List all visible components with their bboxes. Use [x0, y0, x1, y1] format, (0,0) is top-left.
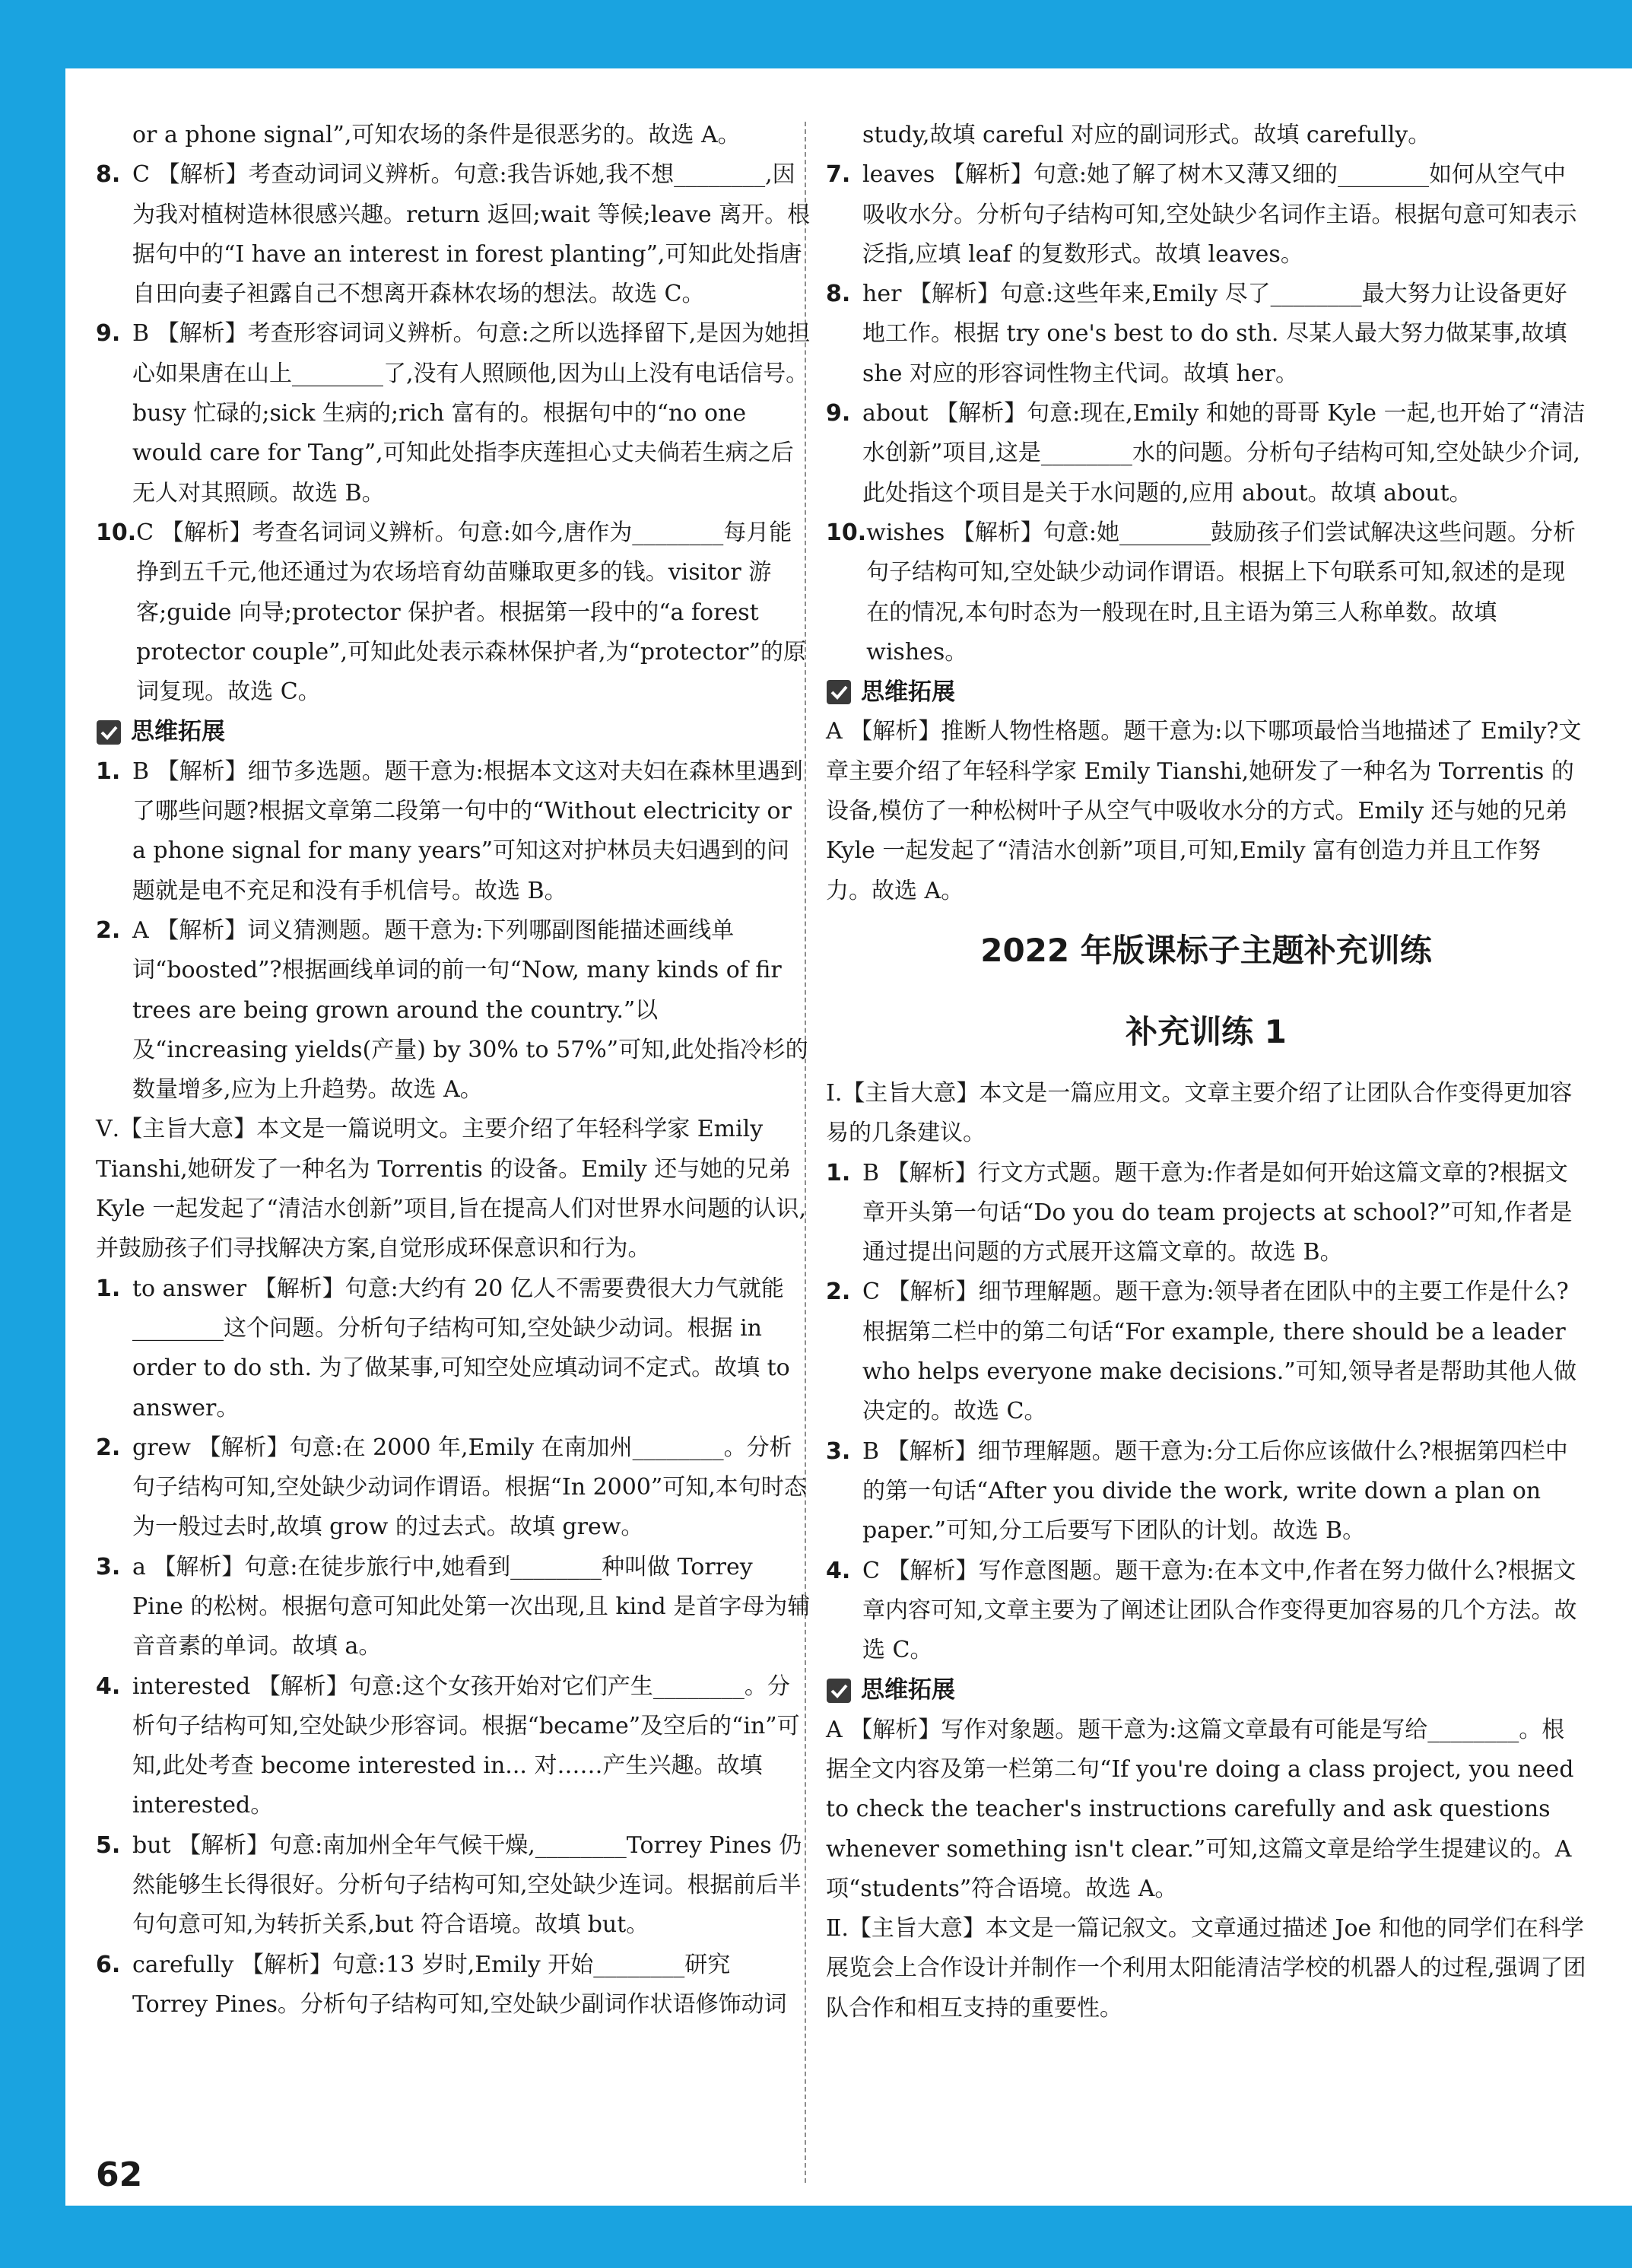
item-number: 9.: [826, 400, 851, 427]
item-text: C 【解析】考查动词词义辨析。句意:我告诉她,我不想________,因为我对植树造林很感兴趣。return 返回;wait 等候;leave 离开。根据句中的“I have an interest in forest planting”,可知此处指唐自田向妻子袒露自己不想离开森林农场的想法。故选 C。: [132, 161, 811, 308]
item-text: B 【解析】细节多选题。题干意为:根据本文这对夫妇在森林里遇到了哪些问题?根据文章第二段第一句中的“Without electricity or a phone signal for many years”可知这对护林员夫妇遇到的问题就是电不充足和没有手机信号。故选 B。: [132, 758, 803, 904]
item-number: 4.: [826, 1557, 851, 1584]
item-text: A 【解析】词义猜测题。题干意为:下列哪副图能描述画线单词“boosted”?根据画线单词的前一句“Now, many kinds of fir trees are being grown around the country.”以及“increasing yields(产量) by 30% to 57%”可知,此处指冷杉的数量增多,应为上升趋势。故选 A。: [132, 916, 808, 1104]
item-text: B 【解析】细节理解题。题干意为:分工后你应该做什么?根据第四栏中的第一句话“After you divide the work, write down a plan on paper.”可知,分工后要写下团队的计划。故选 B。: [862, 1437, 1568, 1545]
section-heading-label: 思维拓展: [131, 718, 225, 746]
item-number: 2.: [96, 916, 121, 944]
answer-item-10: [96, 513, 811, 712]
item-text: her 【解析】句意:这些年来,Emily 尽了________最大努力让设备更好地工作。根据 try one's best to do sth. 尽某人最大努力做某事,故填 she 对应的形容词性物主代词。故填 her。: [862, 281, 1567, 387]
answer-item-v2: [96, 1428, 811, 1548]
answer-paragraph: A 【解析】推断人物性格题。题干意为:以下哪项最恰当地描述了 Emily?文章主要介绍了年轻科学家 Emily Tianshi,她研发了一种名为 Torrentis 的设备,模仿了一种松树叶子从空气中吸收水分的方式。Emily 还与她的兄弟 Kyle 一起发起了“清洁水创新”项目,可知,Emily 富有创造力并且工作努力。故选 A。: [826, 718, 1582, 904]
document-page: [65, 68, 1632, 2206]
page-number: 62: [96, 2155, 143, 2194]
check-box-icon: [826, 1678, 852, 1704]
item-number: 1.: [826, 1159, 851, 1186]
item-text: about 【解析】句意:现在,Emily 和她的哥哥 Kyle 一起,也开始了“清洁水创新”项目,这是________水的问题。分析句子结构可知,空处缺少介词,此处指这个项目是关于水问题的,应用 about。故填 about。: [862, 400, 1586, 507]
item-number: 2.: [96, 1434, 121, 1461]
item-number: 10.: [826, 519, 867, 546]
item-number: 1.: [96, 1275, 121, 1302]
item-number: 10.: [96, 519, 137, 546]
item-number: 3.: [826, 1437, 851, 1465]
main-idea-paragraph: Ⅱ.【主旨大意】本文是一篇记叙文。文章通过描述 Joe 和他的同学们在科学展览会上合作设计并制作一个利用太阳能清洁学校的机器人的过程,强调了团队合作和相互支持的重要性。: [826, 1915, 1586, 2022]
paragraph: study,故填 careful 对应的副词形式。故填 carefully。: [862, 122, 1431, 148]
item-number: 3.: [96, 1553, 121, 1580]
answer-item-r8: [826, 275, 1586, 394]
answer-item-s4: [826, 1552, 1586, 1671]
answer-item-t2: [96, 911, 811, 1110]
item-number: 2.: [826, 1279, 851, 1306]
item-text: C 【解析】写作意图题。题干意为:在本文中,作者在努力做什么?根据文章内容可知,文章主要为了阐述让团队合作变得更加容易的几个方法。故选 C。: [862, 1557, 1577, 1664]
answer-item-r9: [826, 394, 1586, 513]
check-box-icon: [96, 719, 122, 745]
item-text: leaves 【解析】句意:她了解了树木又薄又细的________如何从空气中吸收水分。分析句子结构可知,空处缺少名词作主语。根据句意可知表示泛指,应填 leaf 的复数形式。故填 leaves。: [862, 161, 1577, 268]
answer-item-v5: [96, 1826, 811, 1946]
section-heading-label: 思维拓展: [861, 678, 955, 707]
main-idea-paragraph: Ⅰ.【主旨大意】本文是一篇应用文。文章主要介绍了让团队合作变得更加容易的几条建议。: [826, 1079, 1573, 1147]
answer-item-s2: [826, 1272, 1586, 1431]
item-text: interested 【解析】句意:这个女孩开始对它们产生________。分析句子结构可知,空处缺少形容词。根据“became”及空后的“in”可知,此处考查 become interested in... 对……产生兴趣。故填 interested。: [132, 1672, 800, 1819]
paragraph: or a phone signal”,可知农场的条件是很恶劣的。故选 A。: [132, 122, 741, 148]
item-number: 4.: [96, 1672, 121, 1700]
item-text: carefully 【解析】句意:13 岁时,Emily 开始________研究 Torrey Pines。分析句子结构可知,空处缺少副词作状语修饰动词: [132, 1951, 787, 2018]
item-number: 5.: [96, 1831, 121, 1859]
item-text: grew 【解析】句意:在 2000 年,Emily 在南加州________。分析句子结构可知,空处缺少动词作谓语。根据“In 2000”可知,本句时态为一般过去时,故填 grow 的过去式。故填 grew。: [132, 1434, 807, 1541]
right-column: [826, 116, 1586, 2028]
item-number: 8.: [96, 161, 121, 189]
answer-item-r7: [826, 155, 1586, 275]
item-text: to answer 【解析】句意:大约有 20 亿人不需要费很大力气就能________这个问题。分析句子结构可知,空处缺少动词。根据 in order to do sth. 为了做某事,可知空处应填动词不定式。故填 to answer。: [132, 1275, 790, 1421]
left-column: [96, 116, 811, 2025]
answer-item-v4: [96, 1667, 811, 1826]
main-idea-paragraph: Ⅴ.【主旨大意】本文是一篇说明文。主要介绍了年轻科学家 Emily Tianshi,她研发了一种名为 Torrentis 的设备。Emily 还与她的兄弟 Kyle 一起发起了“清洁水创新”项目,旨在提高人们对世界水问题的认识,并鼓励孩子们寻找解决方案,自觉形成环保意识和行为。: [96, 1116, 807, 1263]
answer-item-t1: [96, 752, 811, 911]
check-box-icon: [826, 679, 852, 705]
section-heading-label: 思维拓展: [861, 1676, 955, 1704]
answer-item-v1: [96, 1269, 811, 1428]
answer-item-s3: [826, 1432, 1586, 1552]
item-number: 6.: [96, 1951, 121, 1978]
answer-item-9: [96, 314, 811, 513]
item-text: C 【解析】考查名词词义辨析。句意:如今,唐作为________每月能挣到五千元,他还通过为农场培育幼苗赚取更多的钱。visitor 游客;guide 向导;protector 保护者。根据第一段中的“a forest protector couple”,可知此处表示森林保护者,为“protector”的原词复现。故选 C。: [136, 519, 806, 706]
answer-paragraph: A 【解析】写作对象题。题干意为:这篇文章最有可能是写给________。根据全文内容及第一栏第二句“If you're doing a class project, you need to check the teacher's instructions carefully and ask questions whenever something isn't clear.”可知,这篇文章是给学生提建议的。A 项“students”符合语境。故选 A。: [826, 1716, 1574, 1902]
section-subtitle: 补充训练 1: [1126, 1012, 1287, 1050]
item-text: B 【解析】行文方式题。题干意为:作者是如何开始这篇文章的?根据文章开头第一句话“Do you do team projects at school?”可知,作者是通过提出问题的方式展开这篇文章的。故选 B。: [862, 1159, 1573, 1266]
item-text: B 【解析】考查形容词词义辨析。句意:之所以选择留下,是因为她担心如果唐在山上________了,没有人照顾他,因为山上没有电话信号。busy 忙碌的;sick 生病的;rich 富有的。根据句中的“no one would care for Tang”,可知此处指李庆莲担心丈夫倘若生病之后无人对其照顾。故选 B。: [132, 320, 811, 507]
answer-item-v6: [96, 1946, 811, 2025]
item-text: but 【解析】句意:南加州全年气候干燥,________Torrey Pines 仍然能够生长得很好。分析句子结构可知,空处缺少连词。根据前后半句句意可知,为转折关系,but 符合语境。故填 but。: [132, 1831, 802, 1939]
item-number: 7.: [826, 161, 851, 189]
item-text: wishes 【解析】句意:她________鼓励孩子们尝试解决这些问题。分析句子结构可知,空处缺少动词作谓语。根据上下句联系可知,叙述的是现在的情况,本句时态为一般现在时,且主语为第三人称单数。故填 wishes。: [866, 519, 1576, 665]
section-heading: [826, 1670, 1586, 1710]
section-title: 2022 年版课标子主题补充训练: [980, 931, 1432, 969]
item-text: a 【解析】句意:在徒步旅行中,她看到________种叫做 Torrey Pine 的松树。根据句意可知此处第一次出现,且 kind 是首字母为辅音音素的单词。故填 a。: [132, 1553, 811, 1660]
answer-item-v3: [96, 1548, 811, 1667]
answer-item-r10: [826, 513, 1586, 672]
answer-item-s1: [826, 1154, 1586, 1273]
item-number: 1.: [96, 758, 121, 785]
section-heading: [826, 672, 1586, 712]
item-number: 9.: [96, 320, 121, 348]
answer-item-8: [96, 155, 811, 314]
section-heading: [96, 712, 811, 751]
item-text: C 【解析】细节理解题。题干意为:领导者在团队中的主要工作是什么?根据第二栏中的第二句话“For example, there should be a leader who helps everyone make decisions.”可知,领导者是帮助其他人做决定的。故选 C。: [862, 1279, 1577, 1425]
item-number: 8.: [826, 281, 851, 308]
